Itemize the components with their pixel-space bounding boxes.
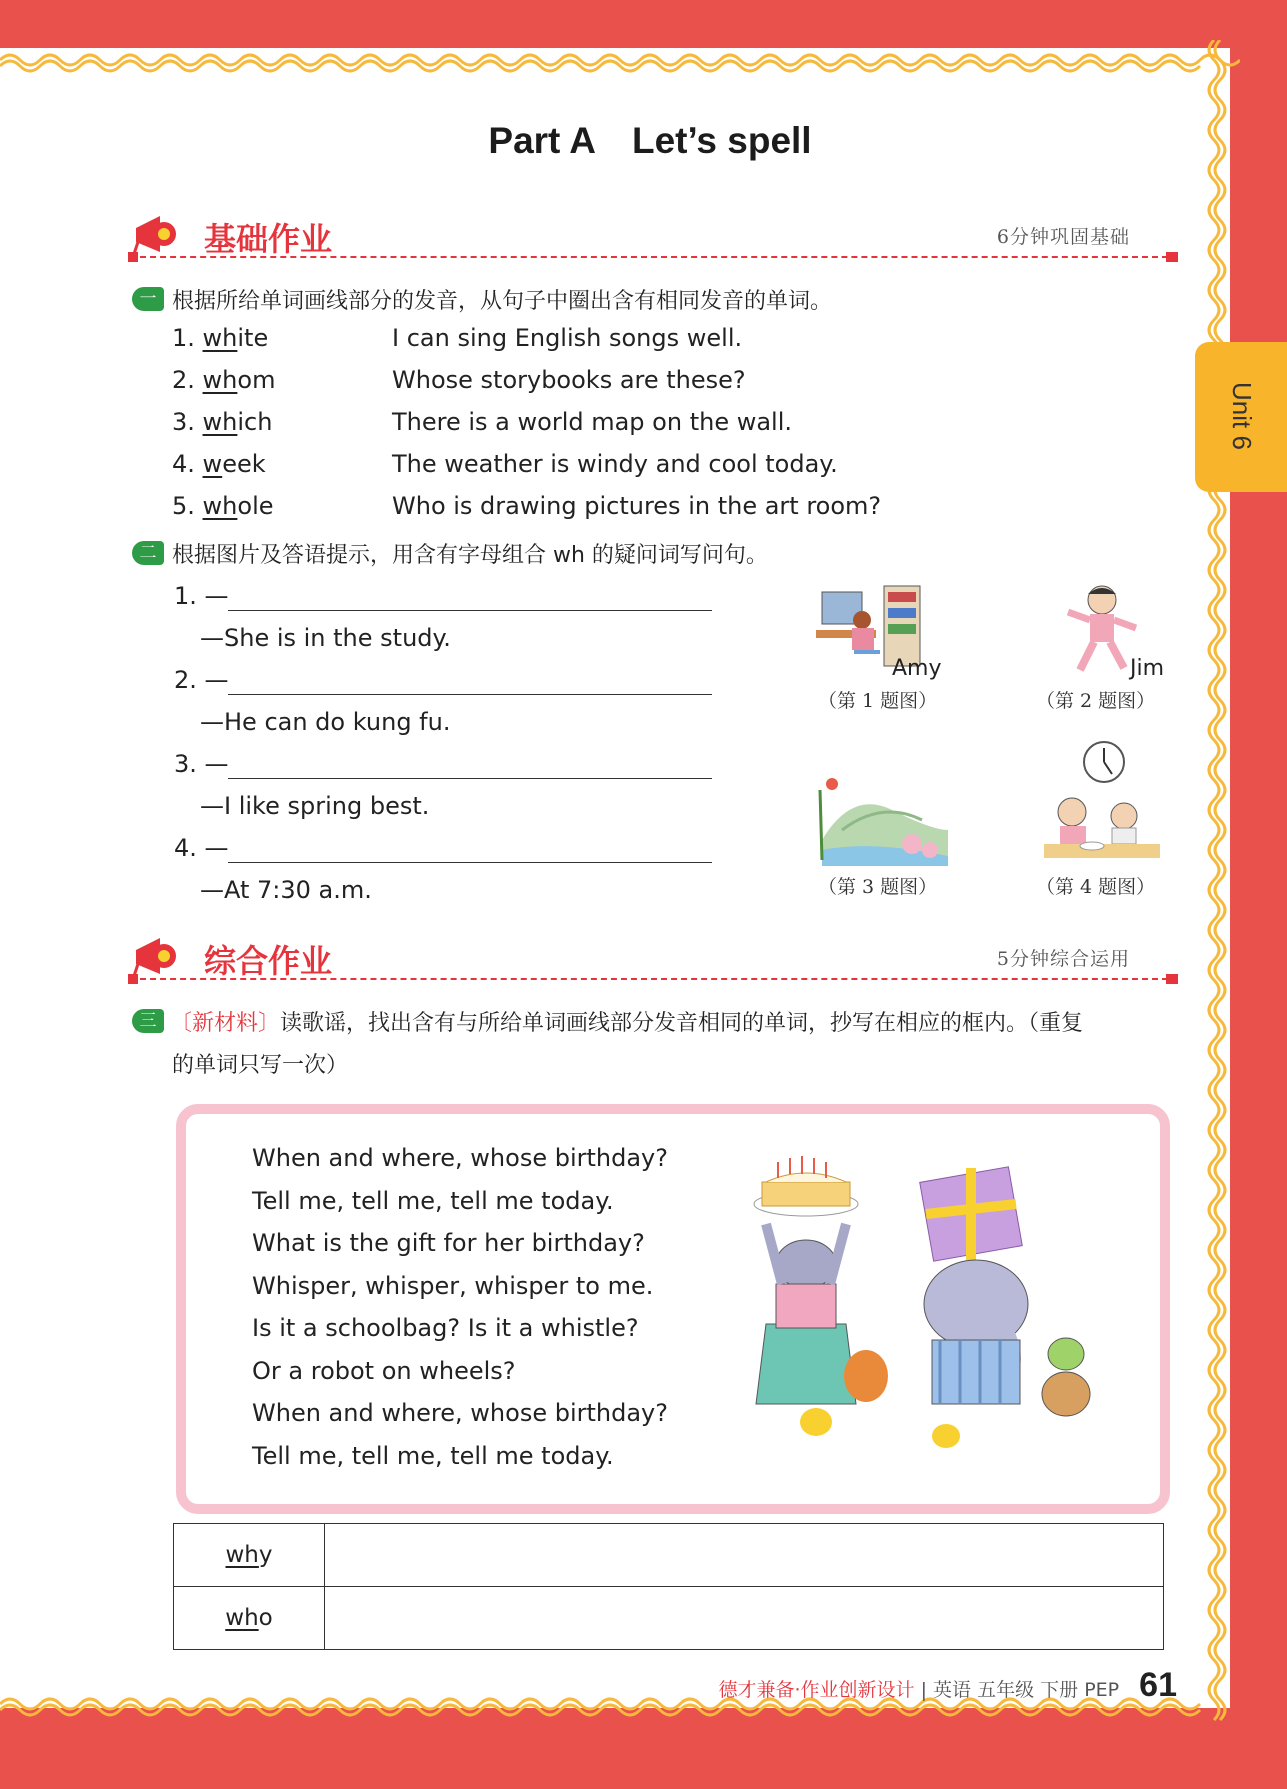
poem-box	[176, 1104, 1170, 1514]
poem-line: Tell me, tell me, tell me today.	[252, 1186, 614, 1215]
poem-line: Is it a schoolbag? Is it a whistle?	[252, 1314, 639, 1342]
q2-answer: —At 7:30 a.m.	[200, 876, 372, 904]
poem-line: Whisper, whisper, whisper to me.	[252, 1271, 654, 1300]
picture-4-caption: （第 4 题图）	[1036, 876, 1156, 898]
q1-item-underlined: wh	[202, 408, 238, 436]
section-integrated-note: 5分钟综合运用	[996, 948, 1130, 970]
q1-item-number: 3.	[172, 408, 195, 436]
answer-cell-why[interactable]	[325, 1524, 1164, 1587]
q2-number: 4.	[174, 834, 197, 862]
q2-item-number	[174, 582, 229, 610]
q2-item-number	[174, 834, 229, 862]
q1-item	[172, 366, 275, 394]
section-basic-note: 6分钟巩固基础	[996, 226, 1130, 248]
q2-item-number	[174, 750, 229, 778]
q2-instruction: 根据图片及答语提示，用含有字母组合 wh 的疑问词写问句。	[172, 543, 768, 568]
q2-number: 1.	[174, 582, 197, 610]
key-word-why	[174, 1524, 325, 1587]
q1-item-sentence[interactable]: There is a world map on the wall.	[392, 408, 793, 436]
q2-number: 2.	[174, 666, 197, 694]
q1-item-sentence[interactable]: Whose storybooks are these?	[392, 366, 746, 394]
picture-spring-scene	[812, 770, 950, 866]
q1-item	[172, 492, 274, 520]
footer-separator: |	[920, 1679, 927, 1701]
q2-answer: —She is in the study.	[200, 624, 451, 652]
section-integrated-label: 综合作业	[204, 942, 333, 980]
footer-brand: 德才兼备·作业创新设计	[718, 1679, 915, 1701]
q2-dash: —	[204, 750, 229, 778]
right-wavy-border	[1200, 40, 1240, 1730]
answer-cell-who[interactable]	[325, 1587, 1164, 1650]
picture-2-caption: （第 2 题图）	[1036, 690, 1156, 712]
unit-tab[interactable]	[1195, 342, 1287, 492]
poem-line: When and where, whose birthday?	[252, 1144, 668, 1172]
picture-1-name: Amy	[892, 656, 942, 681]
key-underlined: wh	[225, 1542, 259, 1568]
section-integrated-header	[130, 930, 1170, 980]
section-divider	[130, 978, 1168, 980]
q3-instruction-text: 读歌谣，找出含有与所给单词画线部分发音相同的单词，抄写在相应的框内。（重复	[280, 1011, 1084, 1036]
q2-dash: —	[204, 834, 229, 862]
q3-instruction-line2: 的单词只写一次）	[172, 1053, 349, 1078]
q2-answer-blank[interactable]	[228, 778, 712, 779]
answer-table	[173, 1523, 1164, 1650]
poem-line: Or a robot on wheels?	[252, 1356, 516, 1385]
table-row	[174, 1524, 1164, 1587]
q1-item	[172, 450, 266, 478]
q1-item-underlined: w	[202, 450, 223, 478]
key-rest: o	[258, 1605, 273, 1631]
divider-cap-right	[1166, 974, 1178, 984]
q2-answer-blank[interactable]	[228, 694, 712, 695]
footer-term: 下册	[1040, 1679, 1079, 1701]
section-divider	[130, 256, 1168, 258]
footer-grade: 五年级	[977, 1679, 1035, 1701]
q2-answer-blank[interactable]	[228, 862, 712, 863]
q2-dash: —	[204, 582, 229, 610]
q1-item-word-rest: ite	[237, 324, 269, 352]
page-title	[0, 120, 1287, 162]
megaphone-icon	[130, 930, 180, 980]
q2-item-number	[174, 666, 229, 694]
table-row	[174, 1587, 1164, 1650]
q3-tag: 〔新材料〕	[170, 1011, 281, 1036]
picture-breakfast-clock	[1042, 740, 1162, 866]
q2-number: 3.	[174, 750, 197, 778]
q3-instruction-line1	[170, 1006, 1083, 1037]
q1-item-word-rest: eek	[222, 450, 266, 478]
q1-item-word-rest: ich	[237, 408, 273, 436]
top-wavy-border	[0, 40, 1240, 80]
q1-item-word-rest: om	[237, 366, 276, 394]
q1-item	[172, 324, 268, 352]
q1-item-number: 5.	[172, 492, 195, 520]
q1-item-underlined: wh	[202, 492, 238, 520]
q2-answer-blank[interactable]	[228, 610, 712, 611]
footer-edition: PEP	[1084, 1679, 1120, 1701]
q1-instruction: 根据所给单词画线部分的发音，从句子中圈出含有相同发音的单词。	[172, 289, 833, 314]
q1-item-underlined: wh	[202, 366, 238, 394]
section-basic-label: 基础作业	[204, 220, 333, 258]
page-number: 61	[1139, 1666, 1177, 1704]
divider-cap-left	[128, 252, 138, 262]
q1-item-underlined: wh	[202, 324, 238, 352]
birthday-animals-illustration	[726, 1144, 1126, 1464]
q1-item-sentence[interactable]: Who is drawing pictures in the art room?	[392, 492, 882, 520]
q2-badge: 二	[132, 541, 164, 565]
q1-badge: 一	[132, 287, 164, 311]
q1-item-number: 4.	[172, 450, 195, 478]
q2-answer: —I like spring best.	[200, 792, 430, 820]
q1-item-number: 1.	[172, 324, 195, 352]
divider-cap-right	[1166, 252, 1178, 262]
picture-3-caption: （第 3 题图）	[818, 876, 938, 898]
title-name: Let’s spell	[632, 120, 812, 161]
key-word-who	[174, 1587, 325, 1650]
key-underlined: wh	[225, 1605, 259, 1631]
title-part: Part A	[488, 120, 596, 161]
picture-2-name: Jim	[1130, 656, 1165, 681]
q1-item	[172, 408, 272, 436]
page-footer	[718, 1666, 1177, 1705]
unit-tab-label: Unit 6	[1227, 382, 1257, 450]
poem-line: Tell me, tell me, tell me today.	[252, 1441, 614, 1470]
q1-item-word-rest: ole	[237, 492, 274, 520]
q2-answer: —He can do kung fu.	[200, 708, 451, 736]
q1-item-sentence[interactable]: I can sing English songs well.	[392, 324, 743, 352]
megaphone-icon	[130, 208, 180, 258]
poem-line: When and where, whose birthday?	[252, 1399, 668, 1427]
key-rest: y	[258, 1542, 273, 1568]
footer-subject: 英语	[933, 1679, 972, 1701]
picture-1-caption: （第 1 题图）	[818, 690, 938, 712]
q1-item-number: 2.	[172, 366, 195, 394]
q3-badge: 三	[132, 1009, 164, 1033]
poem-line: What is the gift for her birthday?	[252, 1229, 645, 1257]
section-basic-header	[130, 208, 1170, 258]
q1-item-sentence[interactable]: The weather is windy and cool today.	[392, 450, 838, 478]
q2-dash: —	[204, 666, 229, 694]
divider-cap-left	[128, 974, 138, 984]
